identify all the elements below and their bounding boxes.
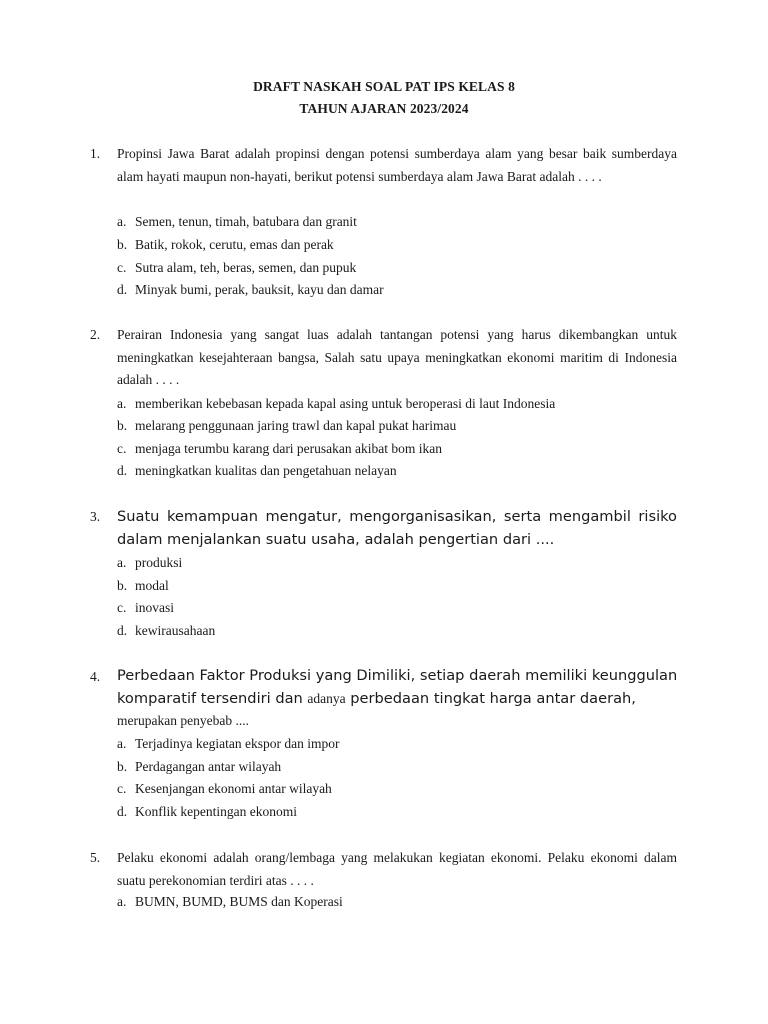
question-text: Propinsi Jawa Barat adalah propinsi dengan potensi sumberdaya alam yang besar baik sumberdaya alam hayati maupun non-hayati, berikut potensi sumberdaya alam Jawa Barat adalah . . . . xyxy=(117,146,677,184)
option-letter: d. xyxy=(117,282,128,297)
question-text: Suatu kemampuan mengatur, mengorganisasikan, serta mengambil risiko dalam menjalankan suatu usaha, adalah pengertian dari .... xyxy=(117,508,677,548)
option-letter: d. xyxy=(117,463,128,478)
option-text: Sutra alam, teh, beras, semen, dan pupuk xyxy=(135,260,357,275)
question-number: 5. xyxy=(90,850,101,865)
option-c xyxy=(117,600,174,616)
option-text: Konflik kepentingan ekonomi xyxy=(135,804,297,819)
question-number: 3. xyxy=(90,509,101,524)
option-a xyxy=(117,894,343,910)
option-text: Semen, tenun, timah, batubara dan granit xyxy=(135,214,357,229)
option-text: Kesenjangan ekonomi antar wilayah xyxy=(135,781,332,796)
option-text: melarang penggunaan jaring trawl dan kapal pukat harimau xyxy=(135,418,457,433)
option-letter: a. xyxy=(117,214,127,229)
option-letter: a. xyxy=(117,396,127,411)
option-c xyxy=(117,260,356,276)
option-d xyxy=(117,282,384,298)
option-text: memberikan kebebasan kepada kapal asing untuk beroperasi di laut Indonesia xyxy=(135,396,556,411)
option-a xyxy=(117,214,357,230)
option-text: produksi xyxy=(135,555,183,570)
question-text-segment: adanya xyxy=(307,690,346,706)
option-letter: b. xyxy=(117,237,128,252)
option-c xyxy=(117,441,442,457)
option-text: Minyak bumi, perak, bauksit, kayu dan damar xyxy=(135,282,384,297)
option-letter: c. xyxy=(117,781,127,796)
option-text: kewirausahaan xyxy=(135,623,216,638)
option-d xyxy=(117,463,397,479)
option-letter: a. xyxy=(117,555,127,570)
option-d xyxy=(117,623,215,639)
document-subtitle: TAHUN AJARAN 2023/2024 xyxy=(299,101,469,116)
option-a xyxy=(117,396,555,412)
question-text-segment: perbedaan tingkat harga antar daerah, xyxy=(345,689,636,707)
question-number: 4. xyxy=(90,669,101,684)
option-text: Perdagangan antar wilayah xyxy=(135,759,282,774)
option-letter: c. xyxy=(117,260,127,275)
option-letter: b. xyxy=(117,759,128,774)
option-letter: b. xyxy=(117,578,128,593)
option-letter: d. xyxy=(117,804,128,819)
document-title: DRAFT NASKAH SOAL PAT IPS KELAS 8 xyxy=(253,79,515,94)
question-text-line xyxy=(117,688,677,711)
option-a xyxy=(117,555,182,571)
option-text: BUMN, BUMD, BUMS dan Koperasi xyxy=(135,894,343,909)
option-b xyxy=(117,418,456,434)
option-letter: b. xyxy=(117,418,128,433)
question-text: Perairan Indonesia yang sangat luas adalah tantangan potensi yang harus dikembangkan untuk meningkatkan kesejahteraan bangsa, Salah satu upaya meningkatkan ekonomi maritim di Indonesia adalah . . . . xyxy=(117,327,677,387)
option-letter: a. xyxy=(117,736,127,751)
question-text-segment: komparatif tersendiri dan xyxy=(117,689,308,707)
question-text-line: Perbedaan Faktor Produksi yang Dimiliki, setiap daerah memiliki keunggulan xyxy=(117,667,678,684)
option-letter: c. xyxy=(117,600,127,615)
option-d xyxy=(117,804,297,820)
option-text: modal xyxy=(135,578,169,593)
question-text xyxy=(117,665,677,733)
option-letter: d. xyxy=(117,623,128,638)
question-number: 1. xyxy=(90,146,101,161)
option-c xyxy=(117,781,332,797)
option-a xyxy=(117,736,339,752)
option-text: Batik, rokok, cerutu, emas dan perak xyxy=(135,237,334,252)
option-text: Terjadinya kegiatan ekspor dan impor xyxy=(135,736,340,751)
question-text: Pelaku ekonomi adalah orang/lembaga yang melakukan kegiatan ekonomi. Pelaku ekonomi dalam suatu perekonomian terdiri atas . . . . xyxy=(117,850,677,888)
option-text: inovasi xyxy=(135,600,174,615)
option-letter: c. xyxy=(117,441,127,456)
option-b xyxy=(117,237,334,253)
option-text: meningkatkan kualitas dan pengetahuan nelayan xyxy=(135,463,397,478)
option-b xyxy=(117,759,281,775)
question-text-line: merupakan penyebab .... xyxy=(117,713,249,728)
question-number: 2. xyxy=(90,327,101,342)
option-b xyxy=(117,578,169,594)
option-letter: a. xyxy=(117,894,127,909)
option-text: menjaga terumbu karang dari perusakan akibat bom ikan xyxy=(135,441,443,456)
